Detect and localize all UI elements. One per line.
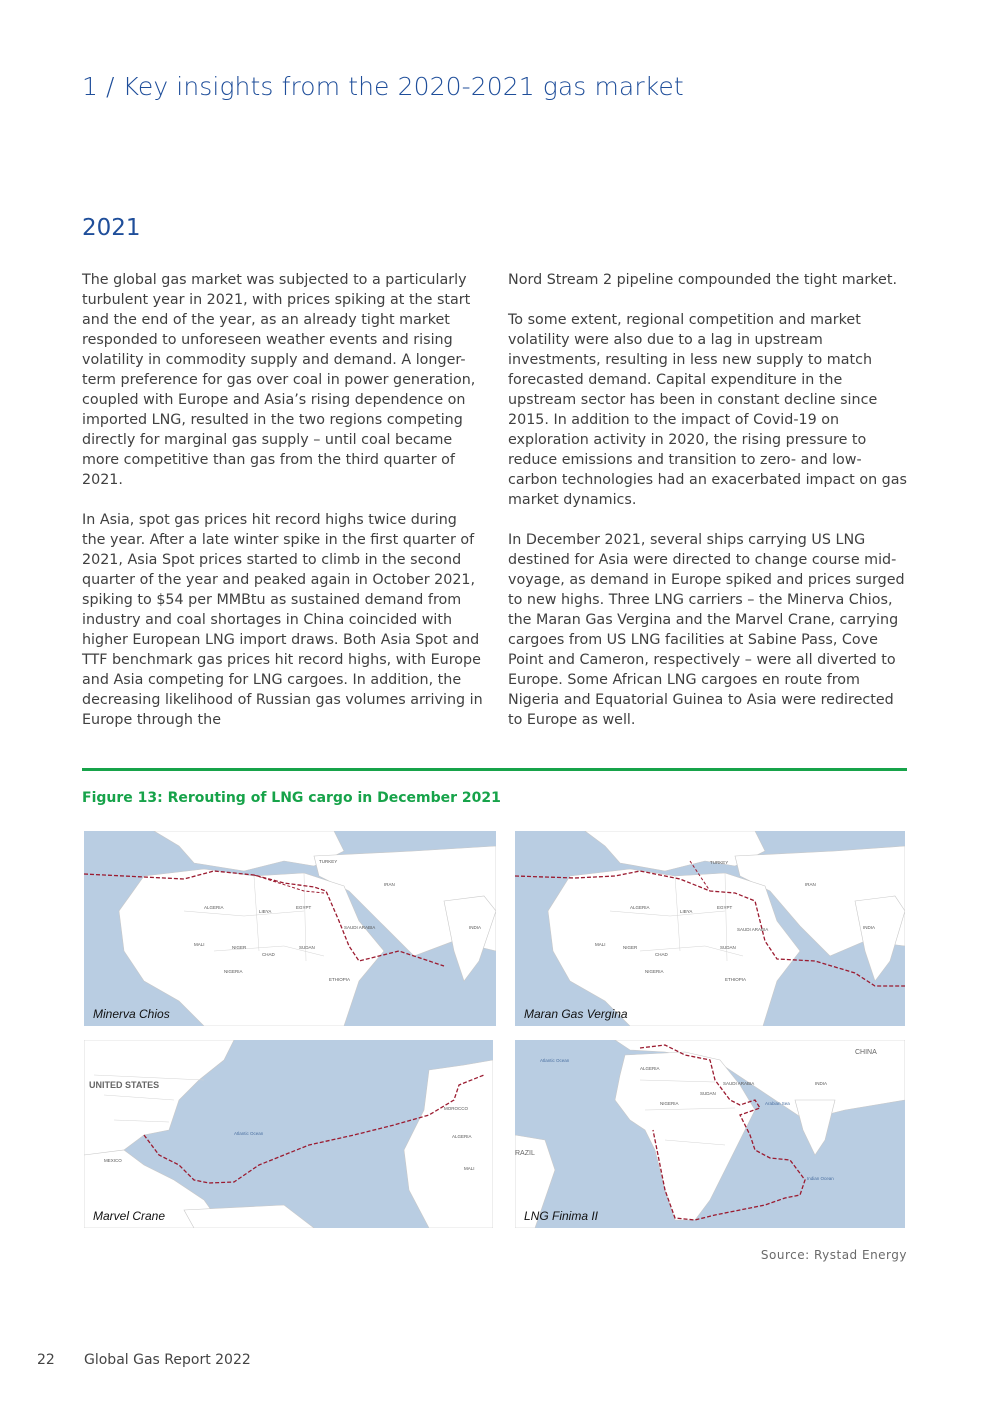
map-label: MALI bbox=[595, 942, 606, 947]
map-label: NIGERIA bbox=[224, 969, 243, 974]
figure-title: Figure 13: Rerouting of LNG cargo in December 2021 bbox=[82, 790, 501, 806]
page-number: 22 bbox=[37, 1352, 55, 1368]
map-label: NIGER bbox=[232, 945, 247, 950]
map-label: MALI bbox=[194, 942, 205, 947]
report-title: Global Gas Report 2022 bbox=[84, 1352, 251, 1368]
map-graphic bbox=[84, 1040, 493, 1228]
paragraph: To some extent, regional competition and market volatility were also due to a lag in upstream investments, resulting in less new supply to match forecasted demand. Capital expenditure in the upstream sector has been in constant decline since 2015. In addition to the impact of Covid-19 on exploration activity in 2020, the rising pressure to reduce emissions and transition to zero- and low-carbon technologies had an exacerbated impact on gas market dynamics. bbox=[508, 312, 907, 508]
map-label: MOROCCO bbox=[444, 1106, 468, 1111]
map-label: SUDAN bbox=[700, 1091, 716, 1096]
map-label: SUDAN bbox=[299, 945, 315, 950]
paragraph: The global gas market was subjected to a particularly turbulent year in 2021, with prices spiking at the start and the end of the year, as an already tight market responded to unforeseen weather events and rising volatility in commodity supply and demand. A longer-term preference for gas over coal in power generation, coupled with Europe and Asia’s rising dependence on imported LNG, resulted in the two regions competing directly for marginal gas supply – until coal became more competitive than gas from the third quarter of 2021. bbox=[82, 272, 476, 488]
map-label: MEXICO bbox=[104, 1158, 122, 1163]
figure-source: Source: Rystad Energy bbox=[760, 1248, 907, 1262]
map-label: ALGERIA bbox=[640, 1066, 660, 1071]
map-label: SAUDI ARABIA bbox=[737, 927, 769, 932]
map-label: INDIA bbox=[469, 925, 482, 930]
map-lng-finima-ii bbox=[515, 1040, 905, 1228]
section-title: 1 / Key insights from the 2020-2021 gas market bbox=[82, 72, 684, 101]
map-label: ALGERIA bbox=[452, 1134, 472, 1139]
map-label: MALI bbox=[464, 1166, 475, 1171]
map-label: INDIA bbox=[863, 925, 876, 930]
map-caption: LNG Finima II bbox=[524, 1209, 599, 1223]
map-label: Indian Ocean bbox=[807, 1176, 834, 1181]
map-label: CHINA bbox=[855, 1049, 877, 1056]
map-label: CHAD bbox=[655, 952, 668, 957]
map-maran-gas-vergina bbox=[515, 831, 905, 1026]
map-label: ALGERIA bbox=[630, 905, 650, 910]
map-marvel-crane bbox=[84, 1040, 493, 1228]
map-minerva-chios bbox=[84, 831, 496, 1026]
map-graphic bbox=[515, 1040, 905, 1228]
map-label: SUDAN bbox=[720, 945, 736, 950]
map-label: SAUDI ARABIA bbox=[344, 925, 376, 930]
map-caption: Marvel Crane bbox=[93, 1209, 166, 1223]
map-label: NIGER bbox=[623, 945, 638, 950]
map-label: RAZIL bbox=[515, 1150, 535, 1157]
map-label: Atlantic Ocean bbox=[540, 1058, 570, 1063]
map-label: CHAD bbox=[262, 952, 275, 957]
map-label: UNITED STATES bbox=[89, 1080, 160, 1090]
map-label: IRAN bbox=[805, 882, 816, 887]
paragraph: Nord Stream 2 pipeline compounded the tight market. bbox=[508, 272, 897, 288]
map-label: ETHIOPIA bbox=[329, 977, 351, 982]
body-column-right bbox=[508, 270, 910, 750]
map-label: TURKEY bbox=[710, 860, 729, 865]
map-graphic bbox=[84, 831, 496, 1026]
year-subheading: 2021 bbox=[82, 215, 141, 241]
map-label: IRAN bbox=[384, 882, 395, 887]
map-caption: Minerva Chios bbox=[93, 1007, 170, 1021]
map-label: ETHIOPIA bbox=[725, 977, 747, 982]
map-label: ALGERIA bbox=[204, 905, 224, 910]
paragraph: In Asia, spot gas prices hit record highs twice during the year. After a late winter spike in the first quarter of 2021, Asia Spot prices started to climb in the second quarter of the year and peaked again in October 2021, spiking to $54 per MMBtu as sustained demand from industry and coal shortages in China coincided with higher European LNG import draws. Both Asia Spot and TTF benchmark gas prices hit record highs, with Europe and Asia competing for LNG cargoes. In addition, the decreasing likelihood of Russian gas volumes arriving in Europe through the bbox=[82, 512, 483, 728]
map-label: TURKEY bbox=[319, 859, 338, 864]
map-caption: Maran Gas Vergina bbox=[524, 1007, 628, 1021]
map-label: INDIA bbox=[815, 1081, 828, 1086]
body-column-left bbox=[82, 270, 484, 750]
map-label: SAUDI ARABIA bbox=[723, 1081, 755, 1086]
map-label: Atlantic Ocean bbox=[234, 1131, 264, 1136]
map-label: NIGERIA bbox=[660, 1101, 679, 1106]
map-label: LIBYA bbox=[680, 909, 693, 914]
map-label: NIGERIA bbox=[645, 969, 664, 974]
map-label: Arabian Sea bbox=[765, 1101, 790, 1106]
paragraph: In December 2021, several ships carrying US LNG destined for Asia were directed to change course mid-voyage, as demand in Europe spiked and prices surged to new highs. Three LNG carriers – the Minerva Chios, the Maran Gas Vergina and the Marvel Crane, carrying cargoes from US LNG facilities at Sabine Pass, Cove Point and Cameron, respectively – were all diverted to Europe. Some African LNG cargoes en route from Nigeria and Equatorial Guinea to Asia were redirected to Europe as well. bbox=[508, 532, 905, 728]
map-graphic bbox=[515, 831, 905, 1026]
map-label: LIBYA bbox=[259, 909, 272, 914]
map-label: EGYPT bbox=[717, 905, 733, 910]
map-label: EGYPT bbox=[296, 905, 312, 910]
figure-divider bbox=[82, 768, 907, 771]
